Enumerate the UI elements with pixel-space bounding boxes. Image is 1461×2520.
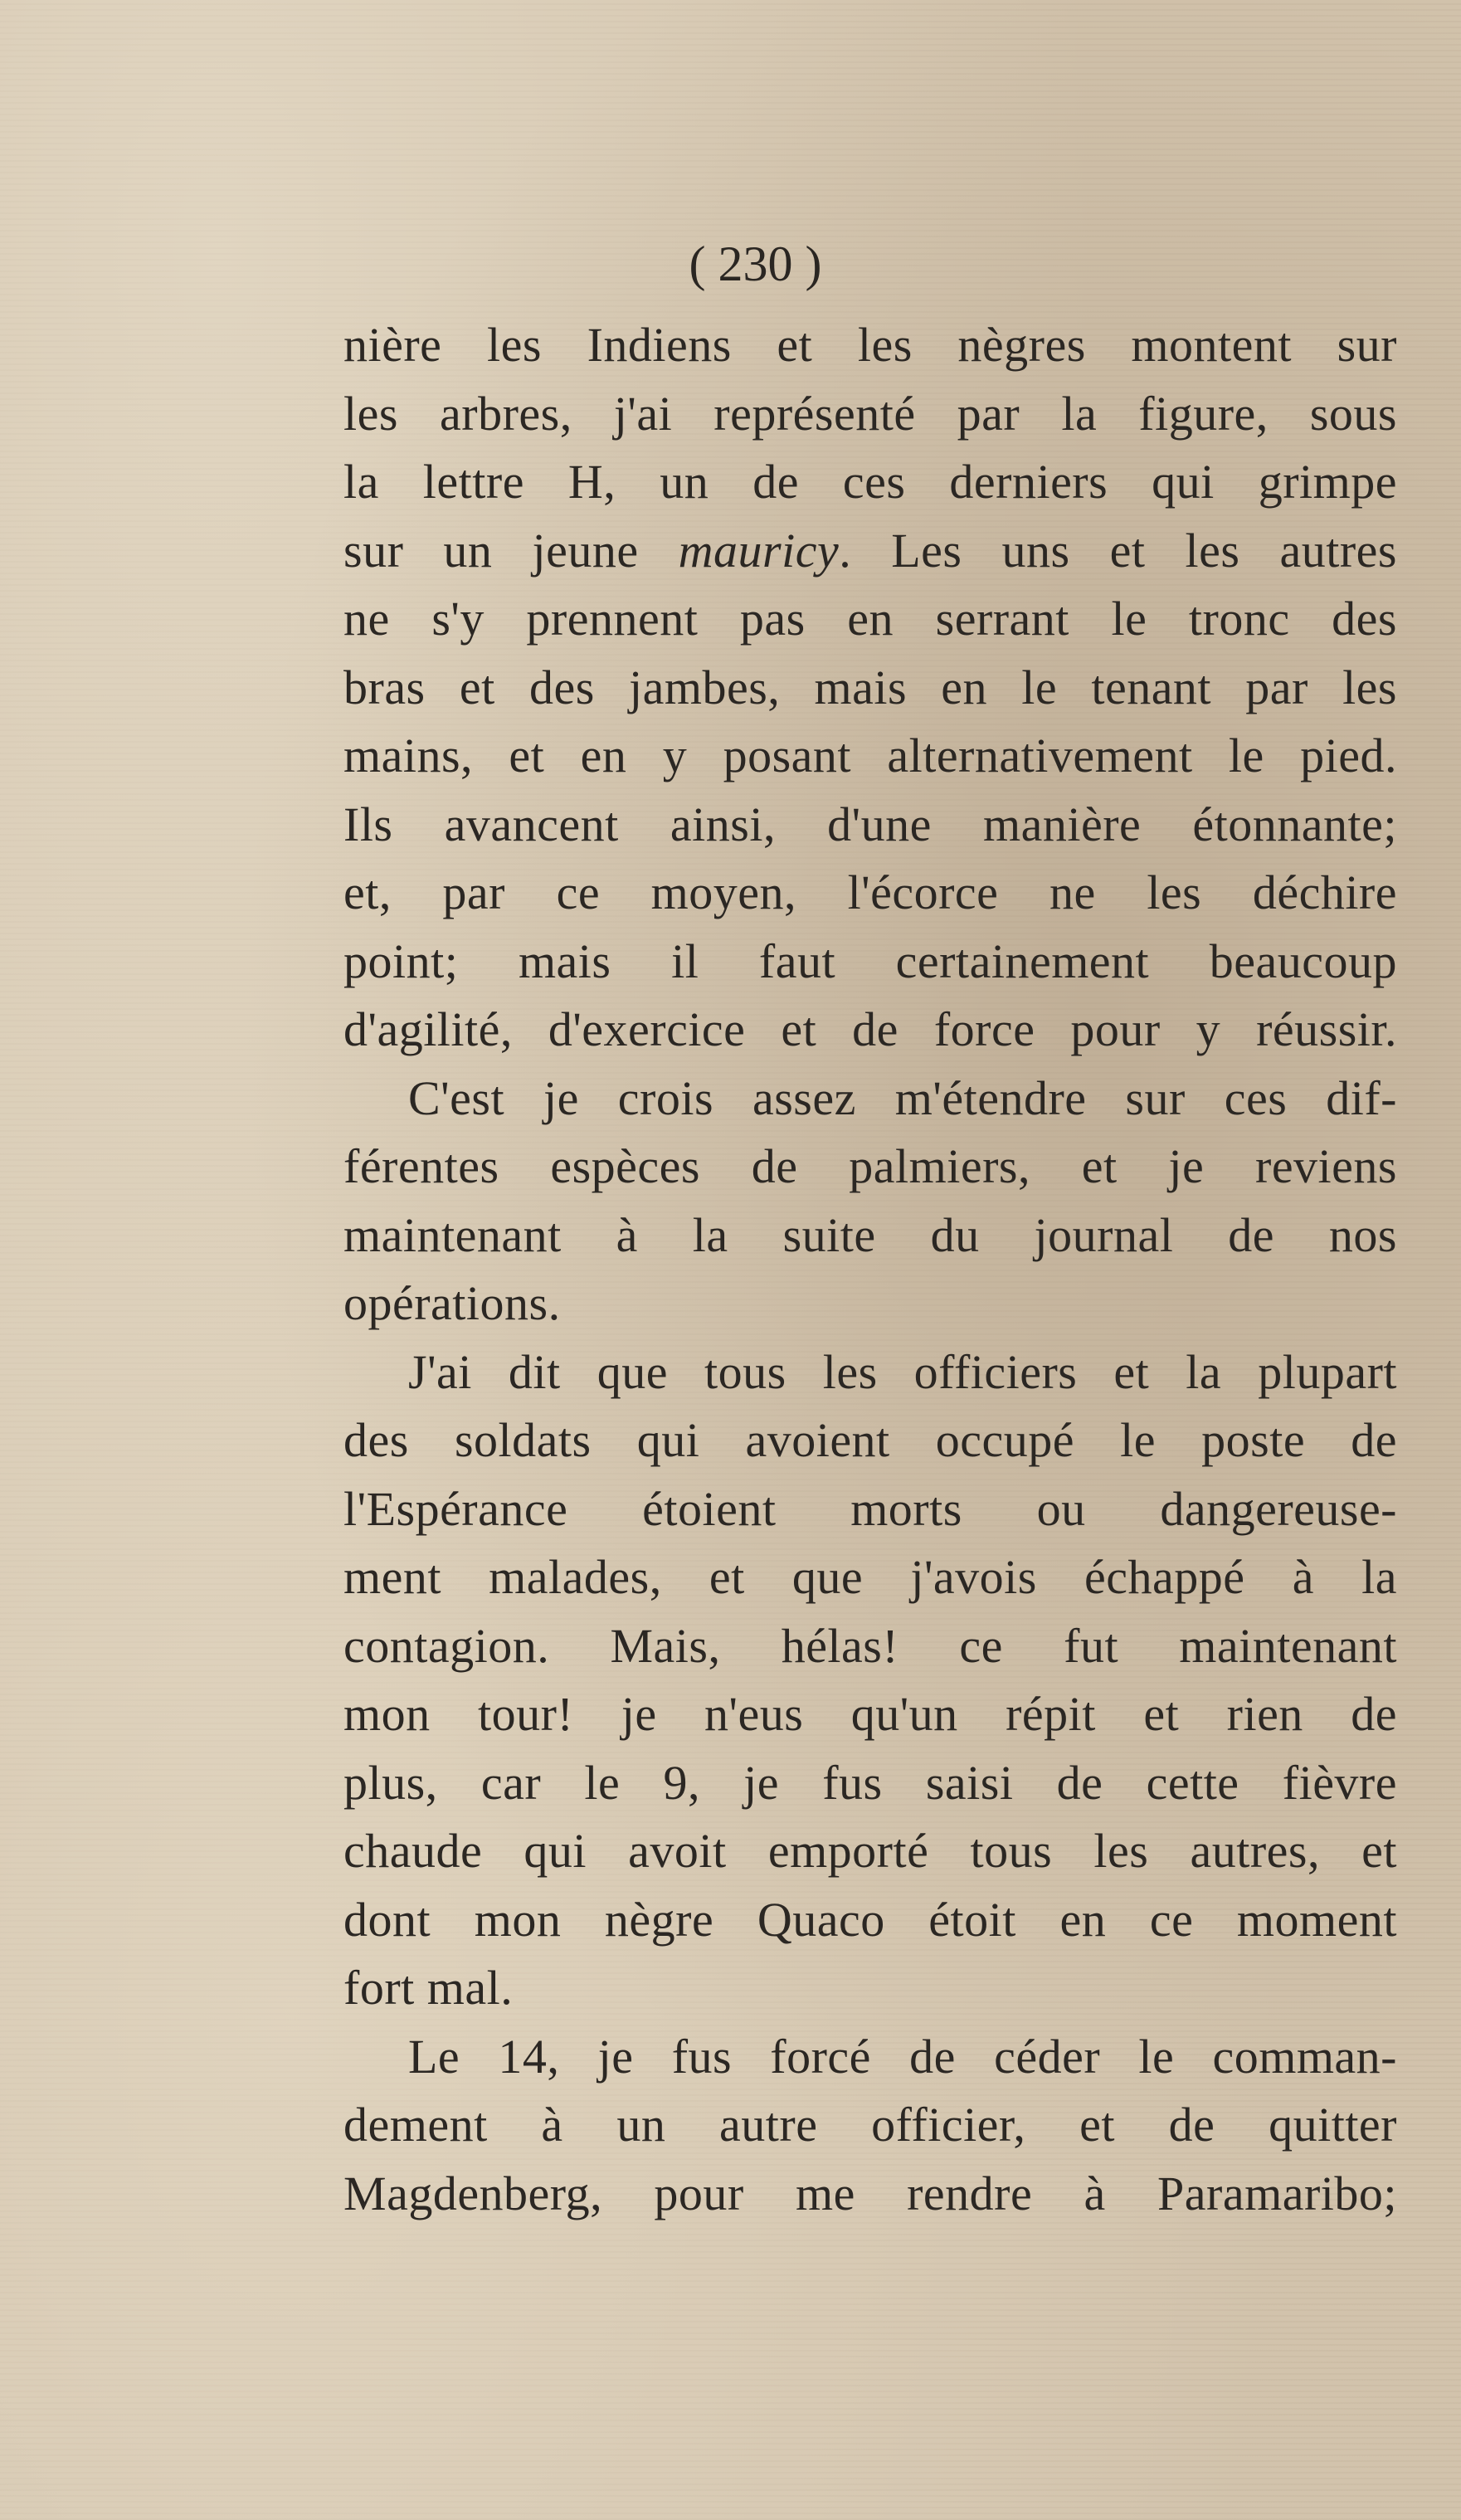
text-line: plus, car le 9, je fus saisi de cette fièvre [343, 1755, 1397, 1810]
italic-term: mauricy [678, 523, 840, 578]
paragraph-4 [343, 2023, 1397, 2229]
text-line: J'ai dit que tous les officiers et la plupart [408, 1344, 1397, 1399]
text-line: ne s'y prennent pas en serrant le tronc des [343, 592, 1397, 646]
text-line: C'est je crois assez m'étendre sur ces dif- [408, 1070, 1397, 1125]
text-line: bras et des jambes, mais en le tenant par les [343, 660, 1397, 714]
text-line: dement à un autre officier, et de quitter [343, 2098, 1397, 2152]
text-line: férentes espèces de palmiers, et je reviens [343, 1139, 1397, 1193]
text-line: des soldats qui avoient occupé le poste de [343, 1413, 1397, 1467]
text-line: ment malades, et que j'avois échappé à la [343, 1550, 1397, 1604]
text-line: maintenant à la suite du journal de nos [343, 1207, 1397, 1262]
text-line: Le 14, je fus forcé de céder le comman- [408, 2029, 1397, 2084]
text-line: fort mal. [343, 1961, 514, 2015]
text-line: contagion. Mais, hélas! ce fut maintenant [343, 1618, 1397, 1673]
text-line: la lettre H, un de ces derniers qui grimpe [343, 455, 1397, 509]
text-run: . Les uns et les autres [839, 523, 1397, 578]
paragraph-3 [343, 1338, 1397, 2023]
page-number: ( 230 ) [689, 236, 822, 291]
text-line: les arbres, j'ai représenté par la figure, sous [343, 386, 1397, 441]
text-line: Magdenberg, pour me rendre à Paramaribo; [343, 2166, 1397, 2220]
text-line: d'agilité, d'exercice et de force pour y réussir. [343, 1002, 1397, 1056]
text-line: et, par ce moyen, l'écorce ne les déchire [343, 865, 1397, 919]
text-line [343, 517, 1397, 586]
text-line: mains, et en y posant alternativement le pied. [343, 729, 1397, 782]
text-line: mon tour! je n'eus qu'un répit et rien de [343, 1687, 1397, 1741]
body-text [343, 311, 1397, 2228]
text-line: dont mon nègre Quaco étoit en ce moment [343, 1892, 1397, 1947]
text-line: l'Espérance étoient morts ou dangereuse- [343, 1481, 1397, 1536]
paragraph-1 [343, 311, 1397, 1065]
text-run: sur un jeune [343, 523, 679, 578]
text-line: chaude qui avoit emporté tous les autres, et [343, 1824, 1397, 1878]
paragraph-2 [343, 1065, 1397, 1338]
text-line: Ils avancent ainsi, d'une manière étonnante; [343, 797, 1397, 851]
text-line: opérations. [343, 1276, 561, 1330]
text-line: nière les Indiens et les nègres montent sur [343, 318, 1397, 372]
text-line: point; mais il faut certainement beaucoup [343, 933, 1397, 988]
